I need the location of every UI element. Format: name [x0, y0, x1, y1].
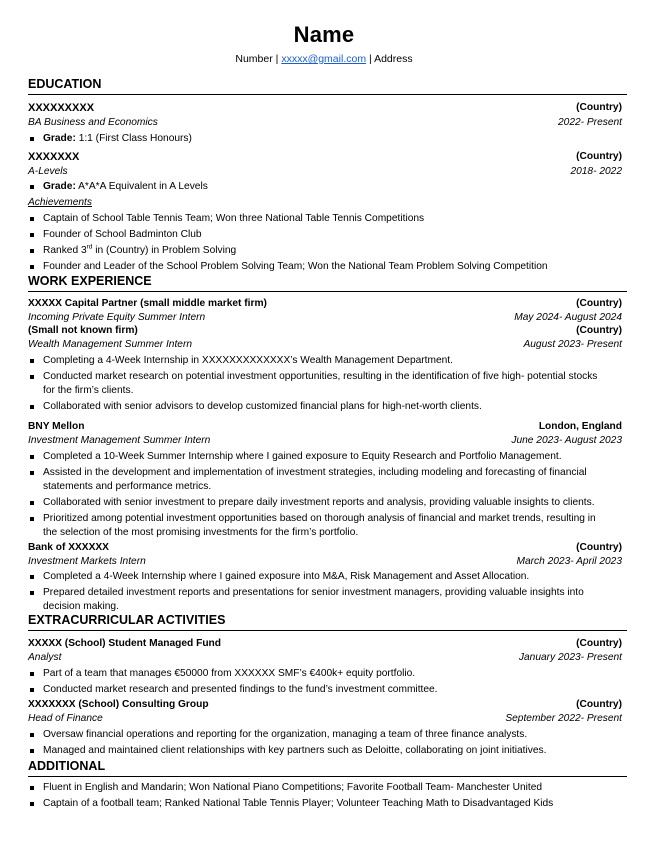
achievements-heading-row	[28, 196, 622, 210]
bullet-icon	[30, 591, 34, 595]
education-entry-subheader	[28, 116, 622, 130]
work-bullet-continuation	[28, 480, 622, 494]
work-bullet	[28, 586, 622, 600]
education-entry-subheader	[28, 165, 622, 179]
contact-line	[0, 53, 648, 65]
work-bullet	[28, 400, 622, 414]
institution-location: (Country)	[576, 102, 622, 113]
additional-text: Fluent in English and Mandarin; Won National Piano Competitions; Favorite Football Team- Manchester United	[43, 782, 543, 793]
bullet-icon	[30, 185, 34, 189]
dates: March 2023- April 2023	[516, 556, 622, 567]
activity-entry-header	[28, 698, 622, 712]
organization-name: XXXXX (School) Student Managed Fund	[28, 638, 222, 649]
company-name: (Small not known firm)	[28, 325, 138, 336]
work-entry-header	[28, 420, 622, 434]
achievements-label: Achievements	[28, 197, 92, 208]
activity-bullet	[28, 683, 622, 697]
resume-name: Name	[293, 22, 355, 47]
work-entry-header	[28, 541, 622, 555]
bullet-icon	[30, 137, 34, 141]
degree: A-Levels	[28, 166, 68, 177]
dates: May 2024- August 2024	[514, 312, 622, 323]
role: Investment Markets Intern	[28, 556, 146, 567]
work-entry-header	[28, 297, 622, 311]
section-divider	[28, 94, 627, 95]
company-location: London, England	[538, 421, 622, 432]
organization-location: (Country)	[576, 699, 622, 710]
bullet-icon	[30, 501, 34, 505]
bullet-text: Conducted market research and presented findings to the fund’s investment committee.	[43, 684, 438, 695]
bullet-icon	[30, 733, 34, 737]
bullet-text: Conducted market research on potential investment opportunities, resulting in the identification of five high- potential stocks	[43, 371, 598, 382]
bullet-icon	[30, 688, 34, 692]
dates: June 2023- August 2023	[511, 435, 622, 446]
bullet-icon	[30, 265, 34, 269]
bullet-icon	[30, 249, 34, 253]
work-bullet	[28, 496, 622, 510]
work-entry-subheader	[28, 434, 622, 448]
email-link[interactable]: xxxxx@gmail.com	[281, 53, 367, 65]
bullet-icon	[30, 749, 34, 753]
grade-bullet	[28, 180, 622, 194]
achievement-text: Founder and Leader of the School Problem Solving Team; Won the National Team Problem Solving Competition	[43, 261, 548, 272]
activity-bullet	[28, 728, 622, 742]
section-divider	[28, 291, 627, 292]
degree: BA Business and Economics	[28, 117, 158, 128]
bullet-text: Completed a 4-Week Internship where I gained exposure into M&A, Risk Management and Asset Allocation.	[43, 571, 530, 582]
achievement-item	[28, 260, 622, 274]
role: Incoming Private Equity Summer Intern	[28, 312, 206, 323]
activity-bullet	[28, 744, 622, 758]
work-bullet	[28, 512, 622, 526]
bullet-icon	[30, 672, 34, 676]
bullet-icon	[30, 802, 34, 806]
bullet-icon	[30, 405, 34, 409]
address: Address	[374, 53, 413, 65]
bullet-icon	[30, 786, 34, 790]
institution-name: XXXXXXX	[28, 151, 80, 163]
work-entry-subheader	[28, 311, 622, 325]
bullet-icon	[30, 471, 34, 475]
dates: 2022- Present	[558, 117, 622, 128]
bullet-text: Collaborated with senior investment to prepare daily investment reports and analysis, providing valuable insights to clients.	[43, 497, 595, 508]
dates: 2018- 2022	[570, 166, 622, 177]
bullet-text: Assisted in the development and implementation of investment strategies, including modeling and forecasting of financial	[43, 467, 587, 478]
section-heading-work-experience: WORK EXPERIENCE	[28, 274, 152, 288]
grade-label: Grade:	[43, 133, 76, 144]
section-heading-extracurricular: EXTRACURRICULAR ACTIVITIES	[28, 613, 226, 627]
bullet-icon	[30, 575, 34, 579]
bullet-text: Part of a team that manages €50000 from XXXXXX SMF’s €400k+ equity portfolio.	[43, 668, 416, 679]
education-entry-header	[28, 101, 622, 115]
activity-entry-header	[28, 637, 622, 651]
role: Investment Management Summer Intern	[28, 435, 211, 446]
grade-label: Grade:	[43, 181, 76, 192]
additional-text: Captain of a football team; Ranked National Table Tennis Player; Volunteer Teaching Math to Disadvantaged Kids	[43, 798, 554, 809]
work-entry-header	[28, 324, 622, 338]
work-entry-subheader	[28, 555, 622, 569]
section-divider	[28, 630, 627, 631]
bullet-text: Managed and maintained client relationships with key partners such as Deloitte, collaborating on joint initiatives.	[43, 745, 547, 756]
organization-name: XXXXXXX (School) Consulting Group	[28, 699, 209, 710]
institution-name: XXXXXXXXX	[28, 102, 95, 114]
grade-bullet	[28, 132, 622, 146]
achievement-text-post: in (Country) in Problem Solving	[92, 245, 237, 256]
work-bullet-continuation	[28, 600, 622, 614]
work-bullet	[28, 450, 622, 464]
company-name: XXXXX Capital Partner (small middle market firm)	[28, 298, 267, 309]
work-bullet-continuation	[28, 384, 622, 398]
work-bullet	[28, 354, 622, 368]
grade-value: A*A*A Equivalent in A Levels	[78, 181, 208, 192]
achievement-text: Captain of School Table Tennis Team; Won three National Table Tennis Competitions	[43, 213, 425, 224]
bullet-text: Prioritized among potential investment opportunities based on thorough analysis of financial and market trends, resulting in	[43, 513, 596, 524]
achievement-item	[28, 228, 622, 242]
achievement-item	[28, 212, 622, 226]
section-divider	[28, 776, 627, 777]
bullet-text: Prepared detailed investment reports and presentations for senior investment managers, providing valuable insights into	[43, 587, 584, 598]
organization-location: (Country)	[576, 638, 622, 649]
work-bullet	[28, 570, 622, 584]
ordinal-suffix: rd	[86, 243, 93, 251]
separator: |	[275, 53, 279, 65]
bullet-text: Completing a 4-Week Internship in XXXXXXXXXXXXX’s Wealth Management Department.	[43, 355, 453, 366]
work-entry-subheader	[28, 338, 622, 352]
institution-location: (Country)	[576, 151, 622, 162]
bullet-text: statements and performance metrics.	[43, 481, 212, 492]
company-name: Bank of XXXXXX	[28, 542, 109, 553]
bullet-text: Oversaw financial operations and reporting for the organization, managing a team of three finance analysts.	[43, 729, 528, 740]
bullet-icon	[30, 359, 34, 363]
achievement-text-pre: Ranked 3	[43, 245, 87, 256]
additional-item	[28, 797, 622, 811]
work-bullet-continuation	[28, 526, 622, 540]
dates: August 2023- Present	[523, 339, 622, 350]
activity-bullet	[28, 667, 622, 681]
bullet-icon	[30, 517, 34, 521]
role: Wealth Management Summer Intern	[28, 339, 193, 350]
bullet-text: the selection of the most promising investments for the firm’s portfolio.	[43, 527, 359, 538]
section-heading-education: EDUCATION	[28, 77, 102, 91]
role: Analyst	[28, 652, 62, 663]
activity-entry-subheader	[28, 712, 622, 726]
bullet-icon	[30, 217, 34, 221]
section-heading-additional: ADDITIONAL	[28, 759, 106, 773]
dates: January 2023- Present	[518, 652, 622, 663]
bullet-icon	[30, 375, 34, 379]
company-location: (Country)	[576, 542, 622, 553]
phone-number: Number	[235, 53, 273, 65]
achievement-item	[28, 244, 622, 258]
grade-value: 1:1 (First Class Honours)	[78, 133, 192, 144]
bullet-icon	[30, 233, 34, 237]
work-bullet	[28, 466, 622, 480]
bullet-text: Collaborated with senior advisors to develop customized financial plans for high-net-worth clients.	[43, 401, 482, 412]
achievement-text: Founder of School Badminton Club	[43, 229, 202, 240]
bullet-text: decision making.	[43, 601, 119, 612]
company-name: BNY Mellon	[28, 421, 85, 432]
additional-item	[28, 781, 622, 795]
company-location: (Country)	[576, 325, 622, 336]
bullet-icon	[30, 455, 34, 459]
activity-entry-subheader	[28, 651, 622, 665]
company-location: (Country)	[576, 298, 622, 309]
education-entry-header	[28, 150, 622, 164]
bullet-text: Completed a 10-Week Summer Internship where I gained exposure to Equity Research and Portfolio Management.	[43, 451, 562, 462]
dates: September 2022- Present	[505, 713, 622, 724]
role: Head of Finance	[28, 713, 103, 724]
separator: |	[369, 53, 372, 65]
work-bullet	[28, 370, 622, 384]
bullet-text: for the firm’s clients.	[43, 385, 134, 396]
